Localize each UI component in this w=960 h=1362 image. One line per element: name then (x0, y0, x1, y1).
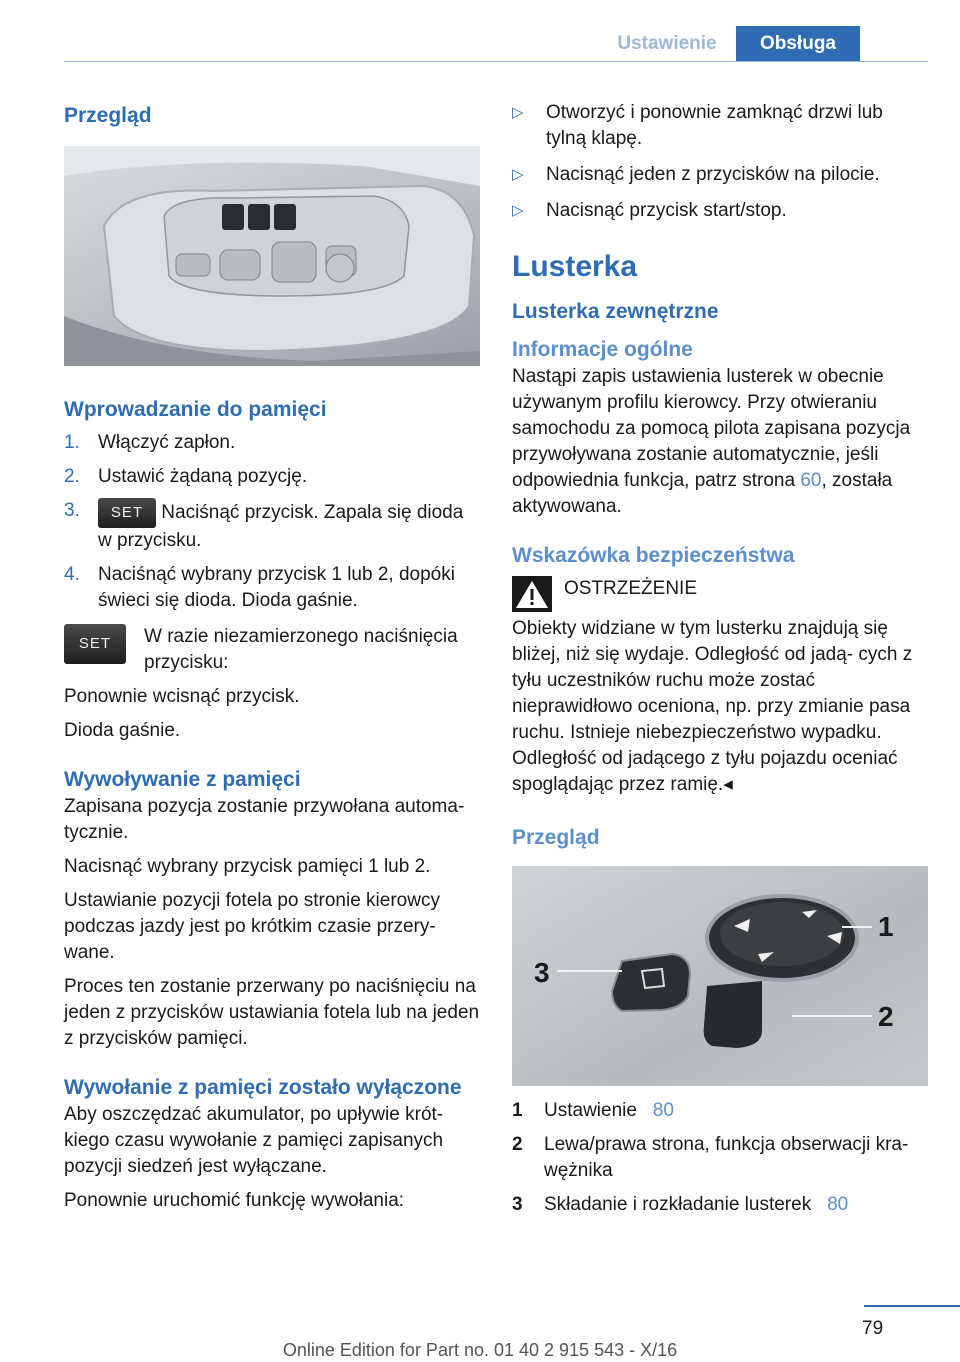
list-item (64, 562, 480, 614)
triangle-bullet-icon: ▷ (512, 104, 524, 121)
callout-2: 2 (878, 1001, 894, 1032)
list-item (64, 464, 480, 490)
note-paragraph: Dioda gaśnie. (64, 720, 181, 741)
list-item (64, 430, 480, 456)
bullet-text: Otworzyć i ponownie zamknąć drzwi lub tylną klapę. (546, 102, 883, 149)
step-text: Naciśnąć wybrany przycisk 1 lub 2, dopóki świeci się dioda. Dioda gaśnie. (98, 564, 455, 611)
mirrors-heading: Lusterka (512, 250, 638, 283)
callout-3: 3 (534, 957, 550, 988)
list-item (512, 162, 928, 188)
list-item (512, 1098, 928, 1124)
note-paragraph: Ponownie wcisnąć przycisk. (64, 686, 300, 707)
legend-text (544, 1098, 674, 1124)
list-item (64, 498, 480, 554)
warning-title: OSTRZEŻENIE (564, 578, 698, 599)
mirror-controls-illustration (512, 866, 928, 1086)
paragraph: Aby oszczędzać akumulator, po upływie krót- kiego czasu wywołanie z pamięci zapisanych pozycji siedzeń jest wyłączane. (64, 1104, 444, 1177)
tab-ustawienie[interactable]: Ustawienie (600, 26, 734, 62)
memory-steps (64, 430, 480, 614)
memory-heading: Wprowadzanie do pamięci (64, 398, 327, 421)
legend-key: 3 (512, 1194, 523, 1215)
safety-heading: Wskazówka bezpieczeństwa (512, 544, 795, 567)
step-number: 3. (64, 500, 80, 521)
tab-obsluga[interactable]: Obsługa (736, 26, 860, 62)
step-number: 1. (64, 432, 80, 453)
step-text: Ustawić żądaną pozycję. (98, 466, 308, 487)
general-heading: Informacje ogólne (512, 338, 693, 361)
bullet-text: Nacisnąć jeden z przycisków na pilocie. (546, 164, 880, 185)
paragraph: Zapisana pozycja zostanie przywołana automa- tycznie. (64, 796, 465, 843)
seat-memory-photo (64, 146, 480, 366)
step-content (98, 498, 480, 554)
bullet-text: Nacisnąć przycisk start/stop. (546, 200, 787, 221)
overview-heading: Przegląd (64, 104, 152, 127)
disabled-heading: Wywołanie z pamięci zostało wyłączone (64, 1076, 462, 1099)
warning-triangle-icon (512, 576, 552, 612)
edition-footer: Online Edition for Part no. 01 40 2 915 543 - X/16 (282, 1340, 678, 1360)
mirror-legend (512, 1098, 928, 1218)
page-link[interactable]: 80 (827, 1194, 849, 1215)
list-item (512, 1132, 928, 1184)
legend-label: Składanie i rozkładanie lusterek (544, 1194, 812, 1215)
note-text: W razie niezamierzonego naciśnięcia przycisku: (144, 626, 458, 673)
note-block (64, 624, 480, 676)
page-number-rule (864, 1305, 960, 1307)
header-divider (64, 61, 928, 62)
general-paragraph (512, 364, 928, 520)
mirror-overview-heading: Przegląd (512, 826, 600, 849)
warning-block (512, 576, 928, 612)
legend-label: Ustawienie (544, 1100, 637, 1121)
triangle-bullet-icon: ▷ (512, 166, 524, 183)
warning-text: Obiekty widziane w tym lusterku znajdują się bliżej, niż się wydaje. Odległość od jadą- cych z tyłu uczestników ruchu może zostać nieprawidłowo oceniona, np. przy zmianie pasa ruchu. Istnieje niebezpieczeństwo wypadku. Odległość od jadącego z tyłu pojazdu oceniać spoglądając przez ramię.◂ (512, 618, 913, 795)
page-number: 79 (862, 1318, 884, 1339)
paragraph: Proces ten zostanie przerwany po naciśnięciu na jeden z przycisków ustawiania fotela lub na jeden z przycisków pamięci. (64, 976, 480, 1049)
paragraph: Nacisnąć wybrany przycisk pamięci 1 lub 2. (64, 856, 431, 877)
set-button-icon (98, 498, 156, 528)
step-text: Włączyć zapłon. (98, 432, 236, 453)
set-button-label: SET (110, 504, 144, 521)
legend-text (544, 1192, 848, 1218)
page-link[interactable]: 60 (800, 470, 822, 491)
paragraph: Ponownie uruchomić funkcję wywołania: (64, 1190, 405, 1211)
general-text: , została aktywowana. (512, 470, 893, 517)
right-column (512, 100, 928, 1218)
general-text: Nastąpi zapis ustawienia lusterek w obecnie używanym profilu kierowcy. Przy otwieraniu samochodu za pomocą pilota zapisana pozycja przywoływana zostanie automatycznie, jeśli odpowiednia funkcja, patrz strona (512, 366, 911, 491)
callout-1: 1 (878, 911, 894, 942)
legend-key: 1 (512, 1100, 523, 1121)
step-text: Naciśnąć przycisk. Zapala się dioda w przycisku. (98, 502, 464, 551)
left-column (64, 100, 480, 1214)
paragraph: Ustawianie pozycji fotela po stronie kierowcy podczas jazdy jest po krótkim czasie przery- wane. (64, 890, 440, 963)
set-button-icon (64, 624, 126, 664)
triangle-bullet-icon: ▷ (512, 202, 524, 219)
seat-controls-illustration (64, 146, 480, 366)
set-button-label: SET (78, 635, 112, 652)
mirror-controls-photo (512, 866, 928, 1086)
step-number: 4. (64, 564, 80, 585)
step-number: 2. (64, 466, 80, 487)
page-link[interactable]: 80 (652, 1100, 674, 1121)
warning-header (564, 576, 928, 612)
legend-key: 2 (512, 1134, 523, 1155)
recall-bullets (512, 100, 928, 224)
legend-label: Lewa/prawa strona, funkcja obserwacji kra- wężnika (544, 1134, 909, 1181)
list-item (512, 100, 928, 152)
list-item (512, 1192, 928, 1218)
recall-heading: Wywoływanie z pamięci (64, 768, 301, 791)
list-item (512, 198, 928, 224)
exterior-heading: Lusterka zewnętrzne (512, 300, 719, 323)
